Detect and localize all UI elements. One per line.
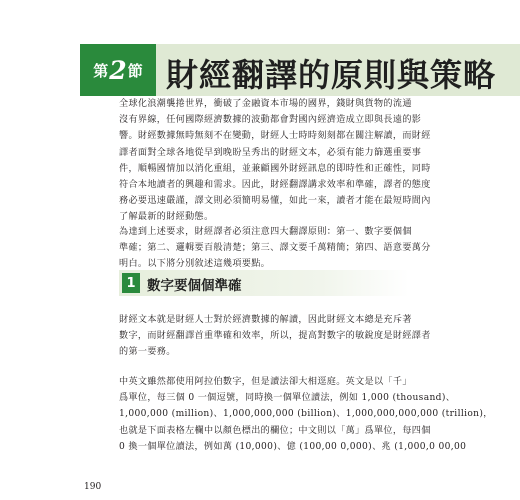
paragraph-line: 財經文本就是財經人士對於經濟數據的解讀，因此財經文本總是充斥著 bbox=[119, 315, 412, 325]
subsection-title: 數字要個個準確 bbox=[147, 278, 242, 294]
paragraph-principles bbox=[119, 224, 431, 273]
paragraph-intro bbox=[119, 96, 431, 226]
paragraph-line: 全球化浪潮襲捲世界，衝破了金融資本市場的國界，錢財與貨物的流通 bbox=[119, 99, 412, 109]
subsection-heading bbox=[119, 270, 409, 300]
section-badge bbox=[80, 44, 156, 96]
paragraph-line: 中英文雖然都使用阿拉伯數字，但是讀法卻大相逕庭。英文是以「千」 bbox=[119, 377, 412, 387]
paragraph-line: 數字，而財經翻譯首重準確和效率，所以，提高對數字的敏銳度是財經譯者 bbox=[119, 331, 431, 342]
paragraph-line: 件，順暢國情加以消化重組，並兼顧國外財經訊息的即時性和正確性，同時 bbox=[119, 163, 431, 174]
paragraph-line: 準確；第二、邏輯要百般清楚；第三、譯文要千萬精簡；第四、語意要萬分 bbox=[119, 243, 431, 254]
paragraph-line: 沒有界線，任何國際經濟數據的波動都會對國內經濟造成立即與長遠的影 bbox=[119, 115, 422, 126]
paragraph-line: 也就是下面表格左欄中以顏色標出的欄位；中文則以「萬」爲單位，每四個 bbox=[119, 425, 431, 436]
paragraph-line: 響。財經數據無時無刻不在變動，財經人士時時刻刻都在關注解讀，而財經 bbox=[119, 131, 431, 142]
paragraph-line: 明白。以下將分別敘述這幾項要點。 bbox=[119, 259, 271, 270]
paragraph-numbers-intro bbox=[119, 312, 431, 361]
page-number: 190 bbox=[84, 482, 102, 492]
section-badge-number: 2 bbox=[109, 55, 127, 85]
section-title: 財經翻譯的原則與策略 bbox=[166, 56, 497, 94]
paragraph-line: 為達到上述要求，財經譯者必須注意四大翻譯原則：第一、數字要個個 bbox=[119, 227, 412, 237]
paragraph-line: 的第一要務。 bbox=[119, 347, 176, 358]
paragraph-line: 符合本地讀者的興趣和需求。因此，財經翻譯講求效率和準確，譯者的態度 bbox=[119, 180, 431, 191]
section-badge-suffix: 節 bbox=[127, 61, 143, 80]
paragraph-number-units bbox=[119, 374, 493, 455]
paragraph-line: 0 換一個單位讀法，例如萬 (10,000)、億 (100,00 0,000)、兆 (1,000,0 00,00 bbox=[119, 441, 467, 452]
paragraph-line: 務必要迅速嚴謹，譯文則必須簡明易懂，如此一來，讀者才能在最短時間內 bbox=[119, 196, 431, 207]
paragraph-line: 爲單位，每三個 0 一個逗號，同時換一個單位讀法，例如 1,000 (thousand)、 bbox=[119, 393, 456, 404]
section-badge-prefix: 第 bbox=[93, 61, 109, 80]
paragraph-line: 譯者面對全球各地從早到晚盼呈秀出的財經文本，必須有能力篩選重要事 bbox=[119, 147, 422, 158]
paragraph-line: 了解最新的財經動態。 bbox=[119, 212, 214, 223]
subsection-number: 1 bbox=[122, 273, 140, 293]
paragraph-line: 1,000,000 (million)、1,000,000,000 (billion)、1,000,000,000,000 (trillion)， bbox=[119, 409, 493, 420]
